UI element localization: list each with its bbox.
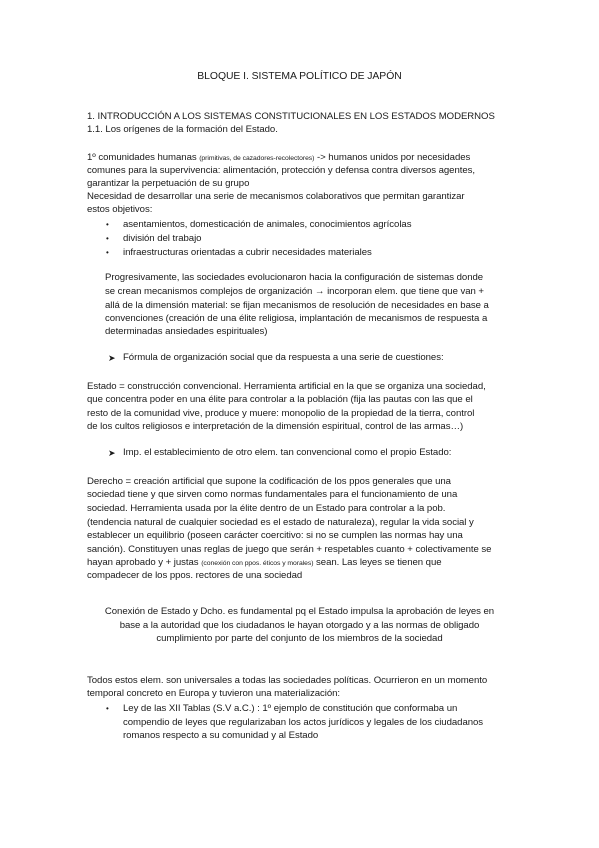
subsection-heading: 1.1. Los orígenes de la formación del Estado. <box>87 124 278 135</box>
paragraph-line: establecer un equilibrio (poseen carácter coercitivo: si no se cumplen las normas hay una <box>87 530 463 541</box>
paragraph-line: sanción). Constituyen unas reglas de juego que serán + respetables cuanto + colectivamente se <box>87 544 492 555</box>
text-run: 1º comunidades humanas <box>87 152 200 163</box>
paragraph-line: que concentra poder en una élite para controlar a la población (fija las pautas con las que el <box>87 394 473 405</box>
list-item-continuation: romanos respecto a su comunidad y al Estado <box>123 730 319 741</box>
bullet-icon: • <box>106 248 109 257</box>
paragraph-line: (tendencia natural de cualquier sociedad es el estado de naturaleza), regular la vida social y <box>87 517 474 528</box>
list-item: asentamientos, domesticación de animales, conocimientos agrícolas <box>123 219 412 230</box>
centered-line: cumplimiento por parte del conjunto de los miembros de la sociedad <box>156 633 443 644</box>
parenthetical-note: (primitivas, de cazadores-recolectores) <box>199 155 315 162</box>
list-item-continuation: compendio de leyes que regularizaban los actos jurídicos y legales de los ciudadanos <box>123 717 484 728</box>
text-run: sean. Las leyes se tienen que <box>313 557 442 568</box>
paragraph-line: sociedad. Herramienta usada por la élite dentro de un Estado para controlar a la pob. <box>87 503 446 514</box>
arrow-point: Imp. el establecimiento de otro elem. tan convencional como el propio Estado: <box>123 447 452 458</box>
paragraph-line: determinadas ansiedades espirituales) <box>105 326 268 337</box>
paragraph-line: allá de la dimensión material: se fijan mecanismos de resolución de necesidades en base a <box>105 300 489 311</box>
paragraph-line: resto de la comunidad vive, produce y muere: monopolio de la propiedad de la tierra, control <box>87 408 475 419</box>
paragraph-line: Estado = construcción convencional. Herramienta artificial en la que se organiza una sociedad, <box>87 381 486 392</box>
parenthetical-note: (conexión con ppos. éticos y morales) <box>201 560 314 567</box>
paragraph-line: Todos estos elem. son universales a todas las sociedades políticas. Ocurrieron en un momento <box>87 675 488 686</box>
bullet-icon: • <box>106 704 109 713</box>
paragraph-line: Progresivamente, las sociedades evolucionaron hacia la configuración de sistemas donde <box>105 272 484 283</box>
list-item: Ley de las XII Tablas (S.V a.C.) : 1º ejemplo de constitución que conformaba un <box>123 703 458 714</box>
bullet-icon: • <box>106 220 109 229</box>
arrow-bullet-icon: ➤ <box>108 448 116 458</box>
paragraph-line: se crean mecanismos complejos de organización → incorporan elem. que tiene que van + <box>105 286 484 297</box>
paragraph-line: Derecho = creación artificial que supone la codificación de los ppos generales que una <box>87 476 451 487</box>
section-heading: 1. INTRODUCCIÓN A LOS SISTEMAS CONSTITUCIONALES EN LOS ESTADOS MODERNOS <box>87 111 495 122</box>
paragraph-line <box>87 557 442 570</box>
text-run: -> humanos unidos por necesidades <box>314 152 471 163</box>
text-run: hayan aprobado y + justas <box>87 557 202 568</box>
list-item: infraestructuras orientadas a cubrir necesidades materiales <box>123 247 372 258</box>
paragraph-line: convenciones (creación de una élite religiosa, implantación de mecanismos de respuesta a <box>105 313 488 324</box>
paragraph-line: compadecer de los ppos. rectores de una sociedad <box>87 570 303 581</box>
document-title: BLOQUE I. SISTEMA POLÍTICO DE JAPÓN <box>197 71 402 82</box>
paragraph-line <box>87 152 470 165</box>
centered-line: base a la autoridad que los ciudadanos le hayan otorgado y a las normas de obligado <box>119 620 480 631</box>
paragraph-line: garantizar la perpetuación de su grupo <box>87 178 250 189</box>
paragraph-line: comunes para la supervivencia: alimentación, protección y defensa contra diversos agentes, <box>87 165 475 176</box>
paragraph-line: temporal concreto en Europa y tuvieron una materialización: <box>87 688 341 699</box>
paragraph-line: Necesidad de desarrollar una serie de mecanismos colaborativos que permitan garantizar <box>87 191 465 202</box>
arrow-point: Fórmula de organización social que da respuesta a una serie de cuestiones: <box>123 352 444 363</box>
centered-line: Conexión de Estado y Dcho. es fundamental pq el Estado impulsa la aprobación de leyes en <box>104 606 495 617</box>
bullet-icon: • <box>106 234 109 243</box>
paragraph-line: de los cultos religiosos e interpretación de la dimensión espiritual, control de las armas…) <box>87 421 464 432</box>
list-item: división del trabajo <box>123 233 202 244</box>
arrow-bullet-icon: ➤ <box>108 353 116 363</box>
paragraph-line: estos objetivos: <box>87 204 153 215</box>
paragraph-line: sociedad tiene y que sirven como normas fundamentales para el funcionamiento de una <box>87 489 458 500</box>
